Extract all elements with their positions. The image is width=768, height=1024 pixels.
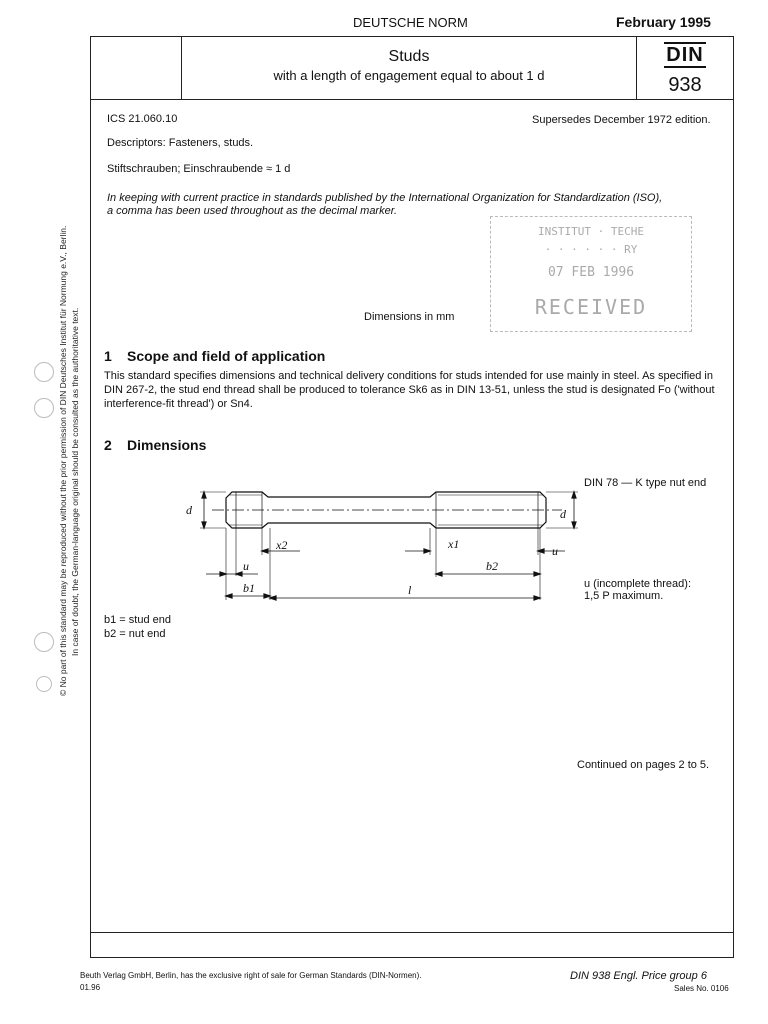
label-d-left: d [186,503,192,517]
stamp-line3: 07 FEB 1996 [547,265,635,280]
legend-b1: b1 = stud end [104,614,171,626]
binder-hole-mark [36,676,52,692]
header-date: February 1995 [616,14,711,30]
legend-b2: b2 = nut end [104,628,166,640]
din-number: 938 [668,74,702,96]
nut-end-note: DIN 78 — K type nut end [584,477,707,489]
iso-note-line2: a comma has been used throughout as the decimal marker. [107,205,398,217]
label-b1: b1 [243,581,255,595]
ics-code: ICS 21.060.10 [107,113,178,125]
footer-rule [90,932,734,933]
binder-hole-mark [34,632,54,652]
din-label: DIN [666,44,704,66]
footer-date-code: 01.96 [80,983,101,992]
german-title: Stiftschrauben; Einschraubende ≈ 1 d [107,163,291,175]
label-l: l [408,583,412,597]
footer-publisher: Beuth Verlag GmbH, Berlin, has the exclusive right of sale for German Standards (DIN-Normen). [80,971,422,980]
binder-hole-mark [34,398,54,418]
dimensions-unit: Dimensions in mm [364,311,455,323]
stamp-line4: RECEIVED [534,295,648,319]
label-x2: x2 [276,538,288,552]
section1-number: 1 [104,348,112,364]
stamp-line2: · · · · · · RY [544,243,638,256]
label-x1: x1 [448,537,460,551]
continued-note: Continued on pages 2 to 5. [577,759,710,771]
margin-copyright-line2: In case of doubt, the German-language original should be consulted as the authoritative text. [70,307,80,656]
document-title: Studs [388,48,430,65]
label-u-left: u [243,559,249,573]
footer-doc-ref: DIN 938 Engl. Price group 6 [570,970,707,982]
iso-note-line1: In keeping with current practice in standards published by the International Organization for Standardization (ISO), [107,192,663,204]
section1-heading: Scope and field of application [127,348,326,364]
supersedes-note: Supersedes December 1972 edition. [532,114,711,126]
stamp-line1: INSTITUT · TECHE [538,225,644,238]
section1-text: This standard specifies dimensions and technical delivery conditions for studs intended for use mainly in steel. As specified in DIN 267-2, the stud end thread shall be produced to tolerance Sk6 as in DIN 13-51, unless the stud is designated Fo ('without interference-fit thread') or Sn4. [104,370,715,410]
incomplete-thread-line2: 1,5 P maximum. [584,590,664,602]
label-d-right: d [560,507,566,521]
incomplete-thread-line1: u (incomplete thread): [584,578,691,590]
document-subtitle: with a length of engagement equal to about 1 d [273,68,545,83]
binder-hole-mark [34,362,54,382]
header-norm: DEUTSCHE NORM [353,15,468,30]
margin-copyright-line1: © No part of this standard may be reproduced without the prior permission of DIN Deutsches Institut für Normung e.V., Berlin. [58,225,68,696]
section2-heading: Dimensions [127,437,207,453]
descriptors: Descriptors: Fasteners, studs. [107,137,254,149]
section2-number: 2 [104,437,112,453]
label-u-right: u [552,544,558,558]
footer-sales-no: Sales No. 0106 [674,984,729,993]
label-b2: b2 [486,559,498,573]
